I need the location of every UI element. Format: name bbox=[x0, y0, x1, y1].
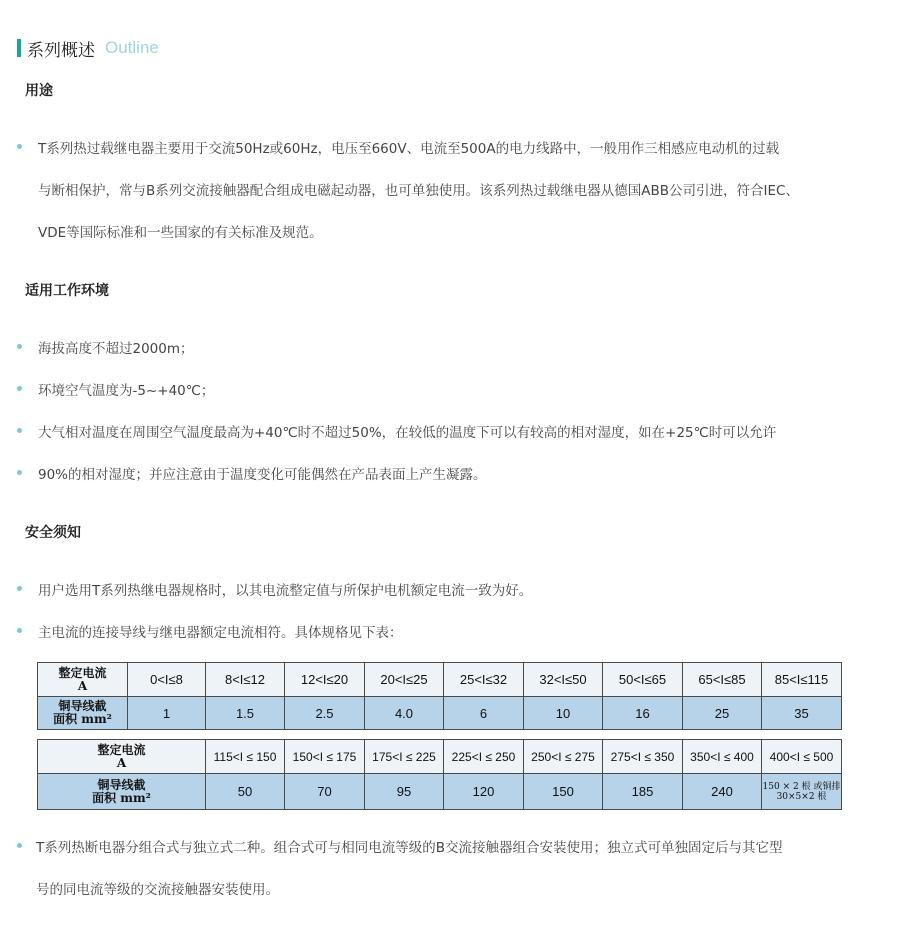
table1-range-cell: 12<I≤20 bbox=[285, 663, 365, 697]
table2-area-cell-busbar: 150 × 2 根 或铜排 30×5×2 根 bbox=[762, 774, 842, 810]
usage-line-1: T系列热过载继电器主要用于交流50Hz或60Hz，电压至660V、电流至500A的电力线路中，一般用作三相感应电动机的过载 bbox=[38, 141, 780, 157]
table1-area-cell: 16 bbox=[603, 697, 683, 730]
table1-range-cell: 20<I≤25 bbox=[365, 663, 444, 697]
table1-area-cell: 1.5 bbox=[206, 697, 285, 730]
table1-current-row bbox=[38, 663, 842, 697]
table1-range-cell: 65<I≤85 bbox=[683, 663, 762, 697]
bullet-icon bbox=[17, 843, 22, 848]
bullet-icon bbox=[17, 470, 22, 475]
usage-line-2: 与断相保护，常与B系列交流接触器配合组成电磁起动器，也可单独使用。该系列热过载继电器从德国ABB公司引进，符合IEC、 bbox=[38, 183, 799, 199]
table2-area-header: 铜导线截 面积 mm² bbox=[38, 774, 206, 810]
table2-range-cell: 350<I ≤ 400 bbox=[683, 740, 762, 774]
environment-item-4: 90%的相对湿度；并应注意由于温度变化可能偶然在产品表面上产生凝露。 bbox=[38, 467, 487, 483]
table1-range-cell: 85<I≤115 bbox=[762, 663, 842, 697]
section-heading-environment: 适用工作环境 bbox=[25, 283, 109, 299]
title-accent-bar bbox=[17, 39, 21, 57]
title-english: Outline bbox=[105, 38, 159, 57]
table1-area-cell: 4.0 bbox=[365, 697, 444, 730]
title-chinese: 系列概述 bbox=[27, 40, 95, 61]
environment-item-2: 环境空气温度为-5~+40℃； bbox=[38, 383, 215, 399]
section-heading-usage: 用途 bbox=[25, 83, 53, 99]
table2-area-cell: 120 bbox=[444, 774, 524, 810]
spec-table-1 bbox=[37, 662, 842, 730]
safety-final-line-1: T系列热断电器分组合式与独立式二种。组合式可与相同电流等级的B交流接触器组合安装使用；独立式可单独固定后与其它型 bbox=[36, 840, 783, 856]
bullet-icon bbox=[17, 628, 22, 633]
table1-area-row bbox=[38, 697, 842, 730]
table2-area-cell: 95 bbox=[365, 774, 444, 810]
table2-current-row bbox=[38, 740, 842, 774]
table1-area-cell: 35 bbox=[762, 697, 842, 730]
environment-item-1: 海拔高度不超过2000m； bbox=[38, 341, 194, 357]
bullet-icon bbox=[17, 586, 22, 591]
table1-area-cell: 1 bbox=[128, 697, 206, 730]
bullet-icon bbox=[17, 386, 22, 391]
safety-item-1: 用户选用T系列热继电器规格时，以其电流整定值与所保护电机额定电流一致为好。 bbox=[38, 583, 533, 599]
safety-final-line-2: 号的同电流等级的交流接触器安装使用。 bbox=[36, 882, 279, 898]
table1-range-cell: 8<I≤12 bbox=[206, 663, 285, 697]
bullet-icon bbox=[17, 428, 22, 433]
table1-range-cell: 0<I≤8 bbox=[128, 663, 206, 697]
table1-range-cell: 25<I≤32 bbox=[444, 663, 524, 697]
table2-area-cell: 150 bbox=[524, 774, 603, 810]
bullet-icon bbox=[17, 144, 22, 149]
table2-area-cell: 50 bbox=[206, 774, 285, 810]
table1-area-cell: 25 bbox=[683, 697, 762, 730]
table2-area-cell: 240 bbox=[683, 774, 762, 810]
table2-range-cell: 250<I ≤ 275 bbox=[524, 740, 603, 774]
table2-range-cell: 175<I ≤ 225 bbox=[365, 740, 444, 774]
table2-range-cell: 400<I ≤ 500 bbox=[762, 740, 842, 774]
table2-current-header: 整定电流 A bbox=[38, 740, 206, 774]
section-heading-safety: 安全须知 bbox=[25, 525, 81, 541]
spec-table-2 bbox=[37, 739, 842, 810]
table1-area-cell: 10 bbox=[524, 697, 603, 730]
bullet-icon bbox=[17, 344, 22, 349]
table1-range-cell: 50<I≤65 bbox=[603, 663, 683, 697]
page-title bbox=[17, 36, 159, 60]
table1-range-cell: 32<I≤50 bbox=[524, 663, 603, 697]
table2-range-cell: 275<I ≤ 350 bbox=[603, 740, 683, 774]
table2-area-cell: 185 bbox=[603, 774, 683, 810]
environment-item-3: 大气相对温度在周围空气温度最高为+40℃时不超过50%，在较低的温度下可以有较高的相对湿度，如在+25℃时可以允许 bbox=[38, 425, 777, 441]
table2-area-cell: 70 bbox=[285, 774, 365, 810]
table1-area-cell: 2.5 bbox=[285, 697, 365, 730]
table1-current-header: 整定电流 A bbox=[38, 663, 128, 697]
table2-range-cell: 115<I ≤ 150 bbox=[206, 740, 285, 774]
table1-area-header: 铜导线截 面积 mm² bbox=[38, 697, 128, 730]
table2-area-row bbox=[38, 774, 842, 810]
usage-line-3: VDE等国际标准和一些国家的有关标准及规范。 bbox=[38, 225, 323, 241]
safety-item-2: 主电流的连接导线与继电器额定电流相符。具体规格见下表： bbox=[38, 625, 403, 641]
table1-area-cell: 6 bbox=[444, 697, 524, 730]
table2-range-cell: 225<I ≤ 250 bbox=[444, 740, 524, 774]
table2-range-cell: 150<I ≤ 175 bbox=[285, 740, 365, 774]
